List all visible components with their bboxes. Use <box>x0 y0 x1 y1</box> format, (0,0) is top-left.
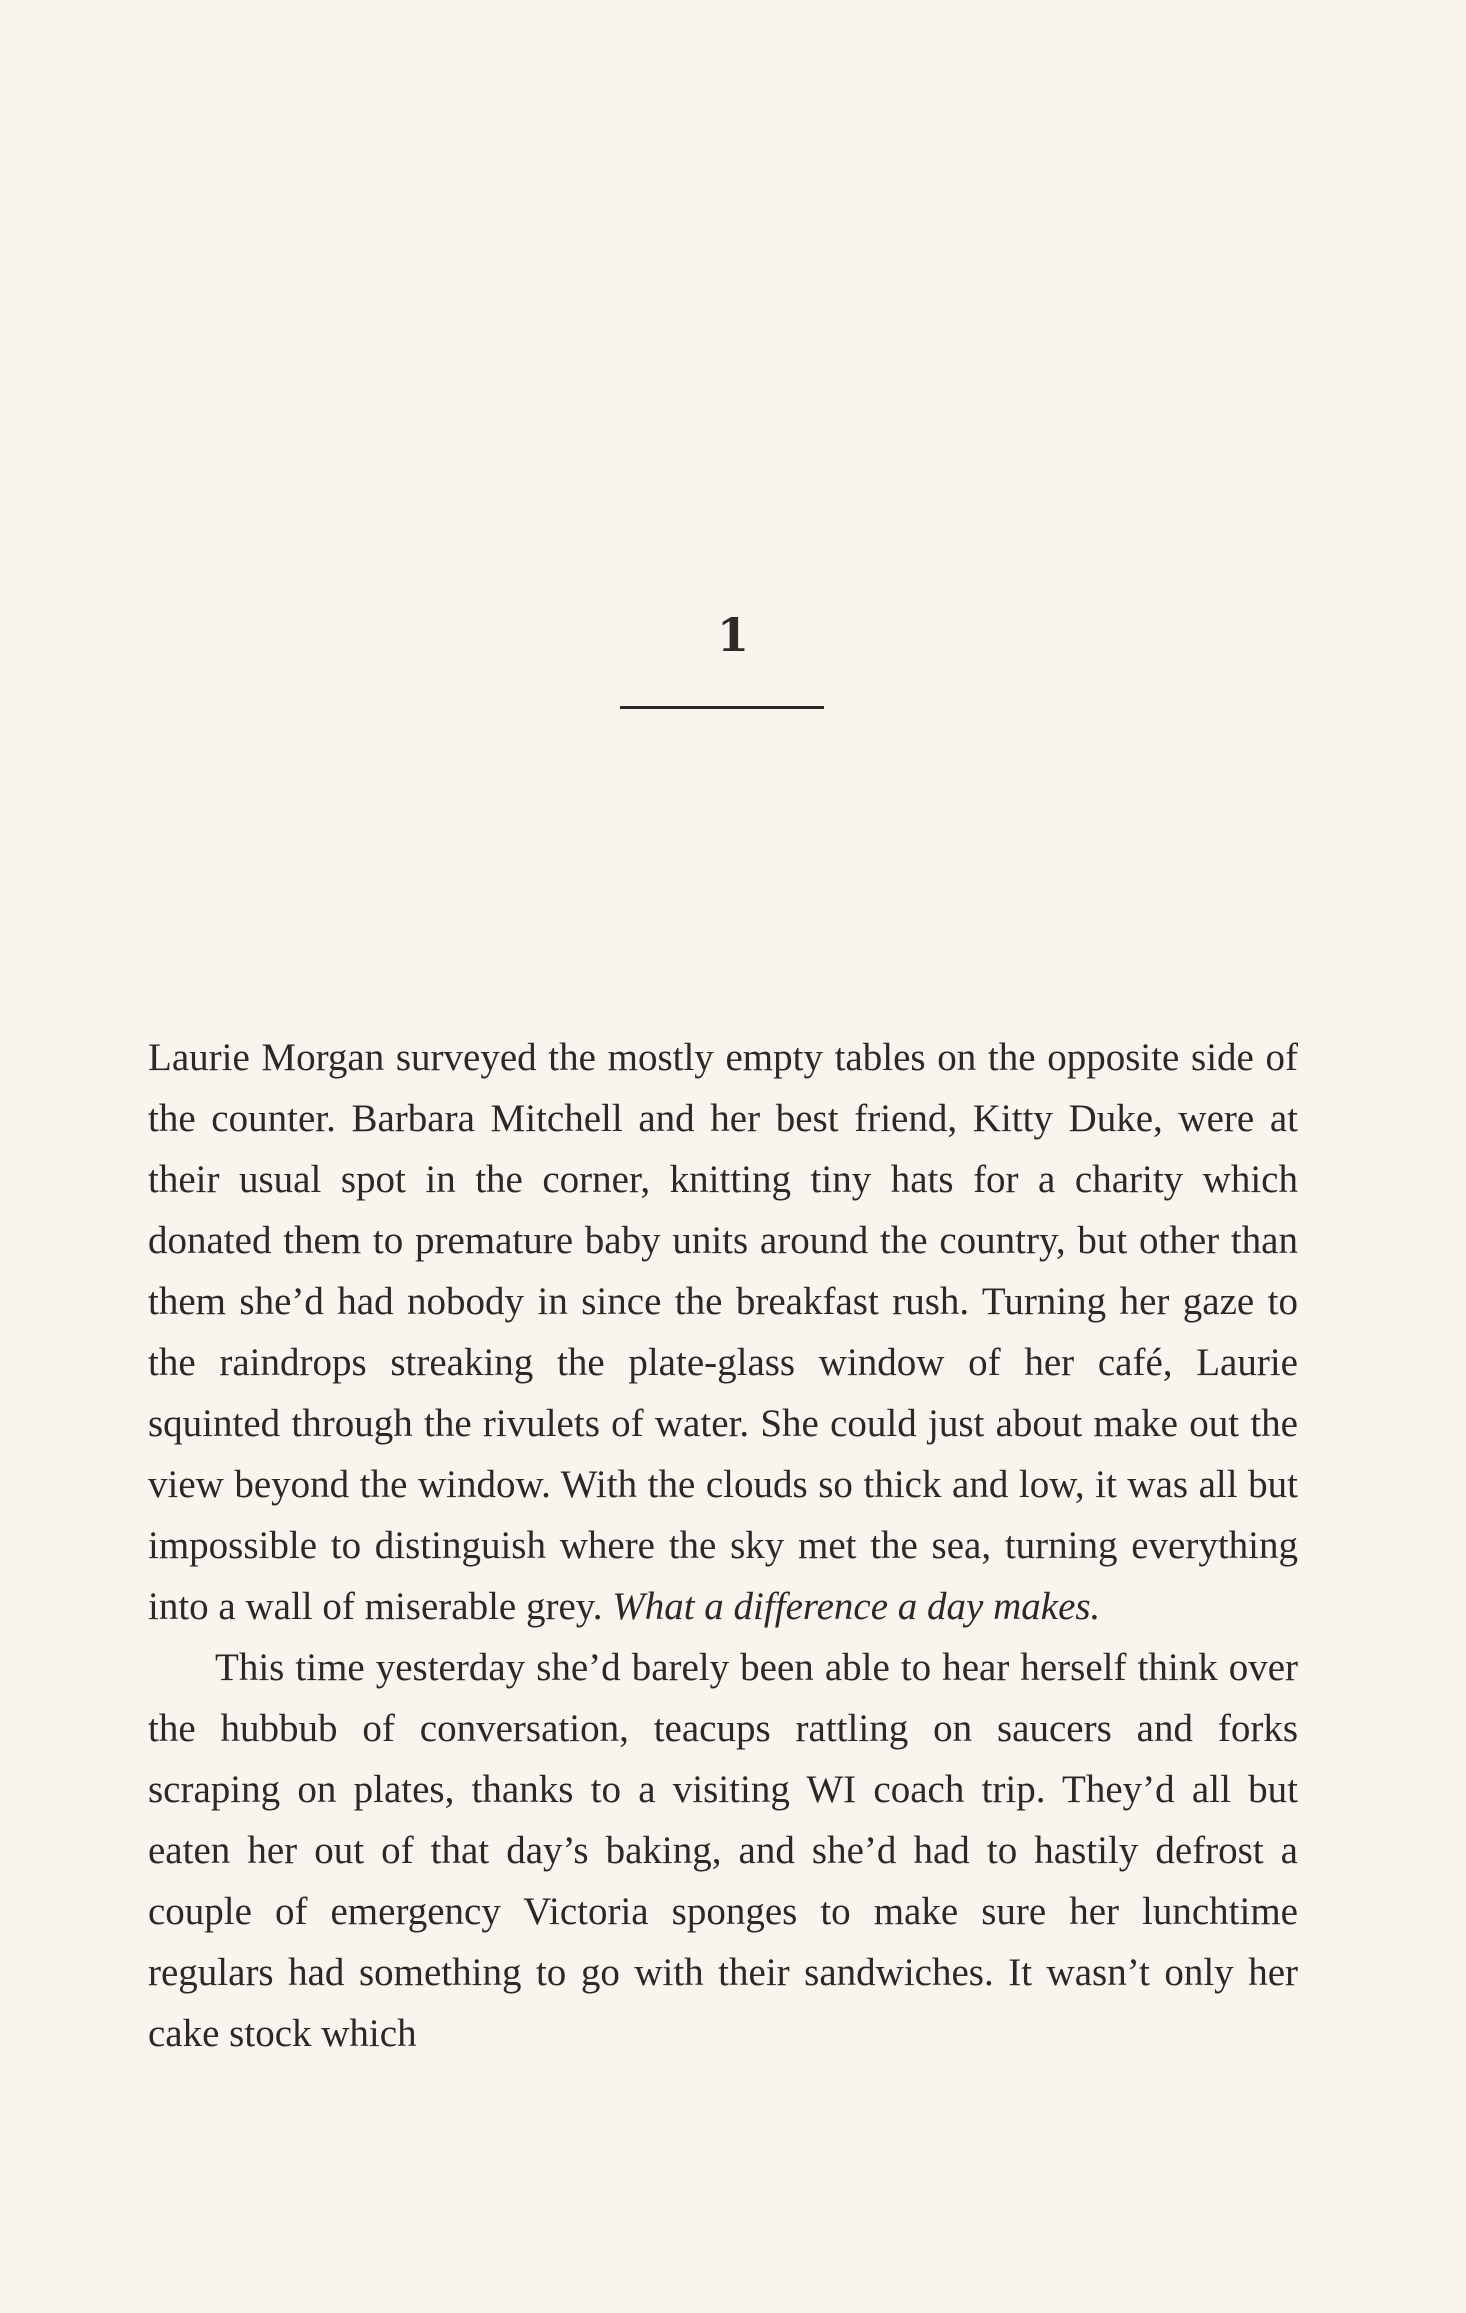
chapter-number: 1 <box>716 608 749 662</box>
body-text <box>148 1027 1298 2064</box>
paragraph-2 <box>148 1637 1298 2064</box>
paragraph-2-text: This time yesterday she’d barely been able to hear herself think over the hubbub of conversation, teacups rattling on saucers and forks scraping on plates, thanks to a visiting WI coach trip. They’d all but eaten her out of that day’s baking, and she’d had to hastily defrost a couple of emergency Victoria sponges to make sure her lunchtime regulars had something to go with their sandwiches. It wasn’t only her cake stock which <box>148 1646 1298 2055</box>
paragraph-1-text: Laurie Morgan surveyed the mostly empty tables on the opposite side of the counter. Barbara Mitchell and her best friend, Kitty Duke, were at their usual spot in the corner, knitting tiny hats for a charity which donated them to premature baby units around the country, but other than them she’d had nobody in since the breakfast rush. Turning her gaze to the raindrops streaking the plate-glass window of her café, Laurie squinted through the rivulets of water. She could just about make out the view beyond the window. With the clouds so thick and low, it was all but impossible to distinguish where the sky met the sea, turning everything into a wall of miserable grey. <box>148 1036 1298 1628</box>
chapter-rule <box>620 706 824 709</box>
paragraph-1 <box>148 1027 1298 1637</box>
paragraph-1-italic: What a difference a day makes. <box>612 1585 1101 1628</box>
